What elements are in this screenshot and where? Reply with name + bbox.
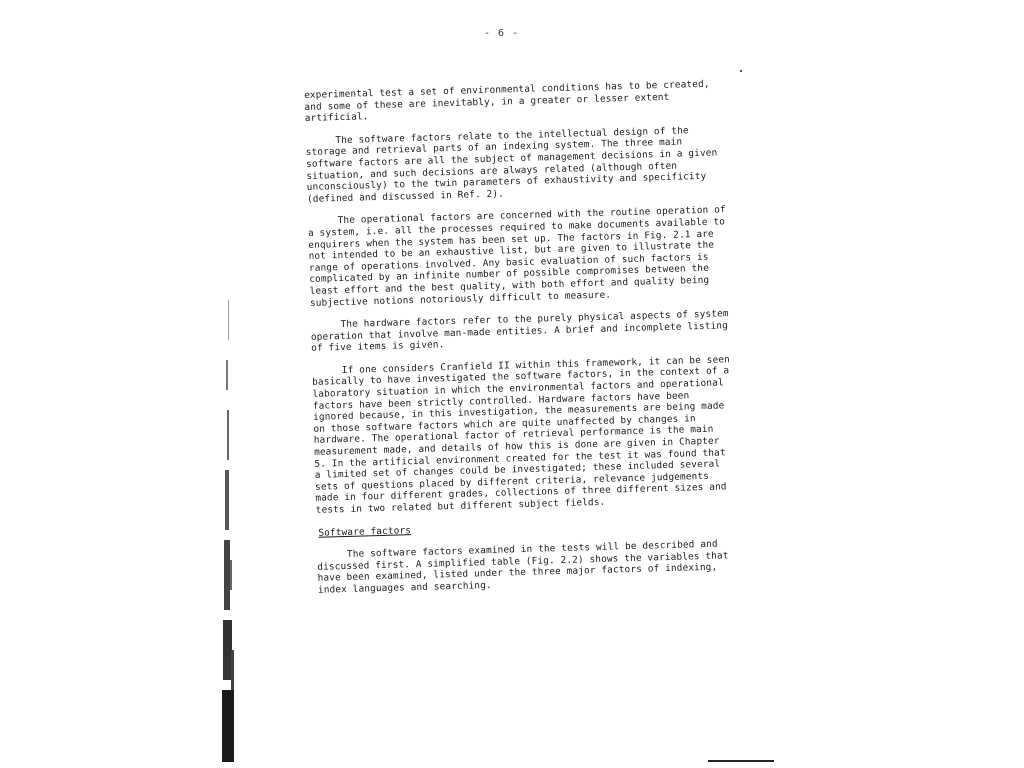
page-number: - 6 - xyxy=(484,28,520,39)
scan-speck xyxy=(740,70,742,72)
paragraph-software-factors-examined: The software factors examined in the tests will be described and discussed first. A simplified table (Fig. 2.2) shows the variables that have been examined, listed under the three major factors of indexing, index languages and searching. xyxy=(317,538,729,596)
paragraph-software-factors: The software factors relate to the intellectual design of the storage and retrieval parts of an indexing system. The three main software factors are all the subject of management decisions in a given situation, and such decisions are always related (although often unconsciously) to the twin parameters of exhaustivity and specificity (defined and discussed in Ref. 2). xyxy=(305,125,718,205)
section-heading: Software factors xyxy=(318,524,412,539)
paragraph-continuation: experimental test a set of environmental conditions has to be created, and some of these are inevitably, in a greater or lesser extent artificial. xyxy=(304,78,710,125)
scan-edge-noise xyxy=(222,300,236,762)
paragraph-cranfield: If one considers Cranfield II within this framework, it can be seen basically to have investigated the software factors, in the context of a laboratory situation in which the environmental factors and operational factors have been strictly controlled. Hardware factors have been ignored because, in this investigation, the measurements are being made on those software factors which are quite unaffected by changes in hardware. The operational factor of retrieval performance is the main measurement made, and details of how this is done are given in Chapter 5. In the artificial environment created for the test it was found that a limited set of changes could be investigated; these included several sets of questions placed by different criteria, relevance judgements made in four different grades, collections of three different sizes and tests in two related but different subject fields. xyxy=(312,354,731,516)
paragraph-hardware-factors: The hardware factors refer to the purely physical aspects of system operation that involve man-made entities. A brief and incomplete listing of five items is given. xyxy=(310,308,729,355)
scan-bottom-mark xyxy=(708,760,774,762)
body-text xyxy=(304,78,738,607)
paragraph-operational-factors: The operational factors are concerned with the routine operation of a system, i.e. all the processes required to make documents available to enquirers when the system has been set up. The factors in Fig. 2.1 are not intended to be an exhaustive list, but are given to illustrate the range of operations involved. Any basic evaluation of such factors is complicated by an infinite number of possible compromises between the least effort and the best quality, with both effort and quality being subjective notions notoriously difficult to measure. xyxy=(307,204,726,309)
